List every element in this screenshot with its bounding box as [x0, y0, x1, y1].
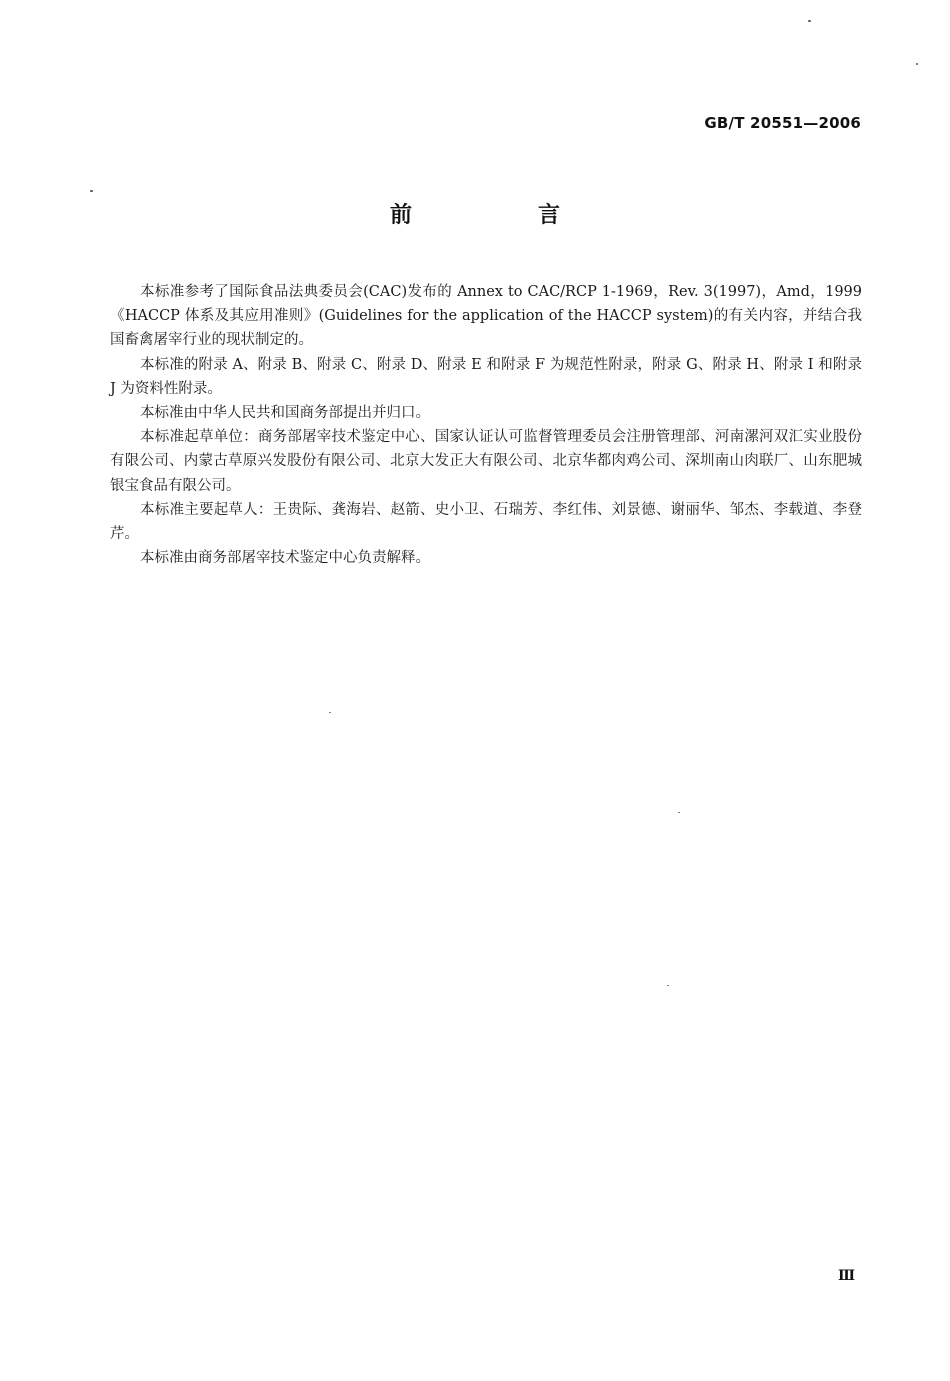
paragraph-reference: 本标准参考了国际食品法典委员会(CAC)发布的 Annex to CAC/RCP 1-1969，Rev. 3(1997)，Amd，1999《HACCP 体系及其应用准则》(Guidelines for the application of the HACCP system)的有关内容，并结合我国畜禽屠宰行业的现状制定的。 — [110, 284, 862, 349]
scan-speck — [808, 20, 811, 22]
scan-speck — [916, 63, 918, 65]
foreword-body — [110, 280, 862, 570]
scan-speck — [90, 190, 93, 192]
scan-speck — [329, 712, 331, 713]
paragraph-proposer: 本标准由中华人民共和国商务部提出并归口。 — [140, 405, 430, 422]
scan-speck — [678, 812, 680, 813]
scan-speck — [667, 985, 669, 986]
paragraph-drafters: 本标准主要起草人：王贵际、龚海岩、赵箭、史小卫、石瑞芳、李红伟、刘景德、谢丽华、邹杰、李载道、李登芹。 — [110, 501, 862, 543]
paragraph-drafting-units: 本标准起草单位：商务部屠宰技术鉴定中心、国家认证认可监督管理委员会注册管理部、河南漯河双汇实业股份有限公司、内蒙古草原兴发股份有限公司、北京大发正大有限公司、北京华都肉鸡公司、深圳南山肉联厂、山东肥城银宝食品有限公司。 — [110, 429, 862, 494]
paragraph-annexes: 本标准的附录 A、附录 B、附录 C、附录 D、附录 E 和附录 F 为规范性附录，附录 G、附录 H、附录 I 和附录 J 为资料性附录。 — [110, 356, 862, 397]
standard-code: GB/T 20551—2006 — [704, 114, 861, 132]
paragraph-interpretation: 本标准由商务部屠宰技术鉴定中心负责解释。 — [140, 550, 430, 567]
page-number: Ⅲ — [838, 1268, 856, 1284]
page-title: 前 言 — [389, 203, 612, 228]
